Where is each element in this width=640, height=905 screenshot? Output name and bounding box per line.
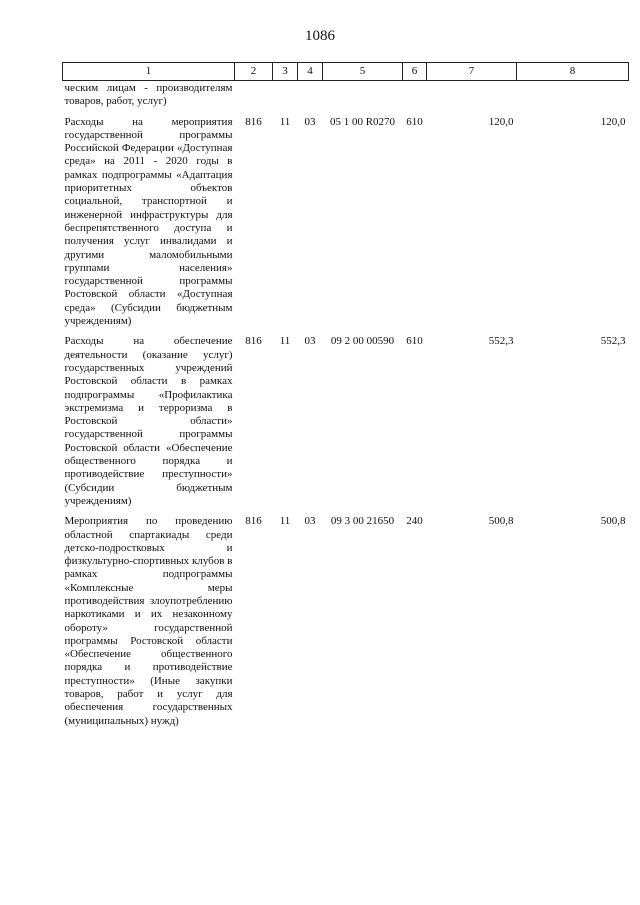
row-amount-2: 500,8 bbox=[600, 515, 626, 528]
col-header-8: 8 bbox=[517, 63, 629, 81]
row-subsection bbox=[298, 81, 323, 109]
row-type: 240 bbox=[406, 515, 423, 528]
row-amount-1: 552,3 bbox=[488, 335, 514, 348]
row-description: Расходы на мероприятия государственной программы Российской Федерации «Доступная среда» на 2011 - 2020 годы в рамках подпрограммы «Адаптация приоритетных объектов социальной, транспортной и инженерной инфраструктуры для беспрепятственного доступа и получения услуг инвалидами и другими маломобильными группами населения» государственной программы Ростовской области «Доступная среда» (Субсидии бюджетным учреждениям) bbox=[64, 115, 233, 328]
row-section: 11 bbox=[279, 115, 291, 128]
row-subsection: 03 bbox=[304, 115, 316, 128]
row-ministry: 816 bbox=[245, 515, 262, 528]
row-target: 09 2 00 00590 bbox=[330, 335, 395, 348]
row-target: 09 3 00 21650 bbox=[330, 515, 395, 528]
row-amount-2 bbox=[517, 81, 629, 109]
col-header-7: 7 bbox=[427, 63, 517, 81]
row-description: Расходы на обеспечение деятельности (оказание услуг) государственных учреждений Ростовской области в рамках подпрограммы «Профилактика экстремизма и терроризма в Ростовской области» государственной программы Ростовской области «Обеспечение общественного порядка и противодействие преступности» (Субсидии бюджетным учреждениям) bbox=[64, 335, 233, 507]
col-header-4: 4 bbox=[298, 63, 323, 81]
col-header-3: 3 bbox=[273, 63, 298, 81]
budget-table bbox=[62, 62, 629, 728]
row-type: 610 bbox=[406, 335, 423, 348]
row-target bbox=[323, 81, 403, 109]
row-subsection: 03 bbox=[304, 335, 316, 348]
row-type bbox=[403, 81, 427, 109]
row-amount-2: 552,3 bbox=[600, 335, 626, 348]
row-section: 11 bbox=[279, 515, 291, 528]
row-ministry: 816 bbox=[245, 335, 262, 348]
row-ministry bbox=[235, 81, 273, 109]
col-header-1: 1 bbox=[63, 63, 235, 81]
row-target: 05 1 00 R0270 bbox=[329, 115, 396, 128]
row-amount-2: 120,0 bbox=[600, 115, 626, 128]
table-row bbox=[63, 508, 629, 728]
row-type: 610 bbox=[406, 115, 423, 128]
row-amount-1 bbox=[427, 81, 517, 109]
row-ministry: 816 bbox=[245, 115, 262, 128]
table-row bbox=[63, 109, 629, 329]
header-row bbox=[63, 63, 629, 81]
page-number: 1086 bbox=[305, 28, 335, 44]
row-amount-1: 500,8 bbox=[488, 515, 514, 528]
table-row bbox=[63, 81, 629, 109]
col-header-5: 5 bbox=[323, 63, 403, 81]
table-row bbox=[63, 328, 629, 508]
row-amount-1: 120,0 bbox=[488, 115, 514, 128]
row-description: Мероприятия по проведению областной спартакиады среди детско-подростковых и физкультурно-спортивных клубов в рамках подпрограммы «Комплексные меры противодействия злоупотреблению наркотиками и их незаконному обороту» государственной программы Ростовской области «Обеспечение общественного порядка и противодействие преступности» (Иные закупки товаров, работ и услуг для обеспечения государственных (муниципальных) нужд) bbox=[64, 515, 233, 727]
row-subsection: 03 bbox=[304, 515, 316, 528]
row-section: 11 bbox=[279, 335, 291, 348]
row-description: ческим лицам - производителям товаров, работ, услуг) bbox=[64, 82, 233, 108]
row-section bbox=[273, 81, 298, 109]
col-header-6: 6 bbox=[403, 63, 427, 81]
col-header-2: 2 bbox=[235, 63, 273, 81]
